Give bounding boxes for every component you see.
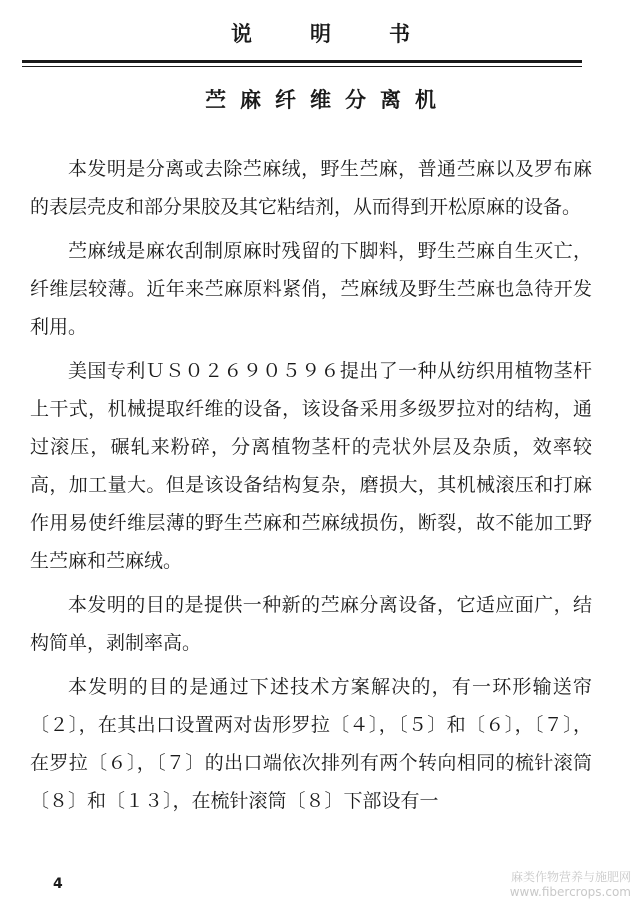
header-rule-thick — [22, 60, 582, 63]
header-title: 说明书 — [231, 22, 468, 46]
watermark — [510, 870, 631, 900]
document-body — [30, 150, 592, 826]
watermark-site-name: 麻类作物营养与施肥网 — [510, 870, 631, 884]
header-rule-thin — [22, 66, 582, 67]
page-number: 4 — [53, 876, 63, 892]
paragraph-2: 苎麻绒是麻农刮制原麻时残留的下脚料，野生苎麻自生灭亡，纤维层较薄。近年来苎麻原料紧俏，苎麻绒及野生苎麻也急待开发利用。 — [30, 240, 592, 338]
paragraph-1: 本发明是分离或去除苎麻绒，野生苎麻，普通苎麻以及罗布麻的表层壳皮和部分果胶及其它粘结剂，从而得到开松原麻的设备。 — [30, 158, 592, 218]
paragraph-3: 美国专利ＵＳ０２６９０５９６提出了一种从纺织用植物茎杆上干式，机械提取纤维的设备，该设备采用多级罗拉对的结构，通过滚压，碾轧来粉碎，分离植物茎杆的壳状外层及杂质，效率较高，加工量大。但是该设备结构复杂，磨损大，其机械滚压和打麻作用易使纤维层薄的野生苎麻和苎麻绒损伤，断裂，故不能加工野生苎麻和苎麻绒。 — [30, 360, 592, 572]
document-title: 苎麻纤维分离机 — [205, 88, 450, 112]
paragraph-5: 本发明的目的是通过下述技术方案解决的，有一环形输送帘〔２〕，在其出口设置两对齿形罗拉〔４〕，〔５〕和〔６〕，〔７〕，在罗拉〔６〕，〔７〕的出口端依次排列有两个转向相同的梳针滚筒〔８〕和〔１３〕，在梳针滚筒〔８〕下部设有一 — [30, 676, 592, 812]
paragraph-4: 本发明的目的是提供一种新的苎麻分离设备，它适应面广，结构简单，剥制率高。 — [30, 594, 592, 654]
watermark-url: www.fibercrops.com — [509, 885, 631, 899]
